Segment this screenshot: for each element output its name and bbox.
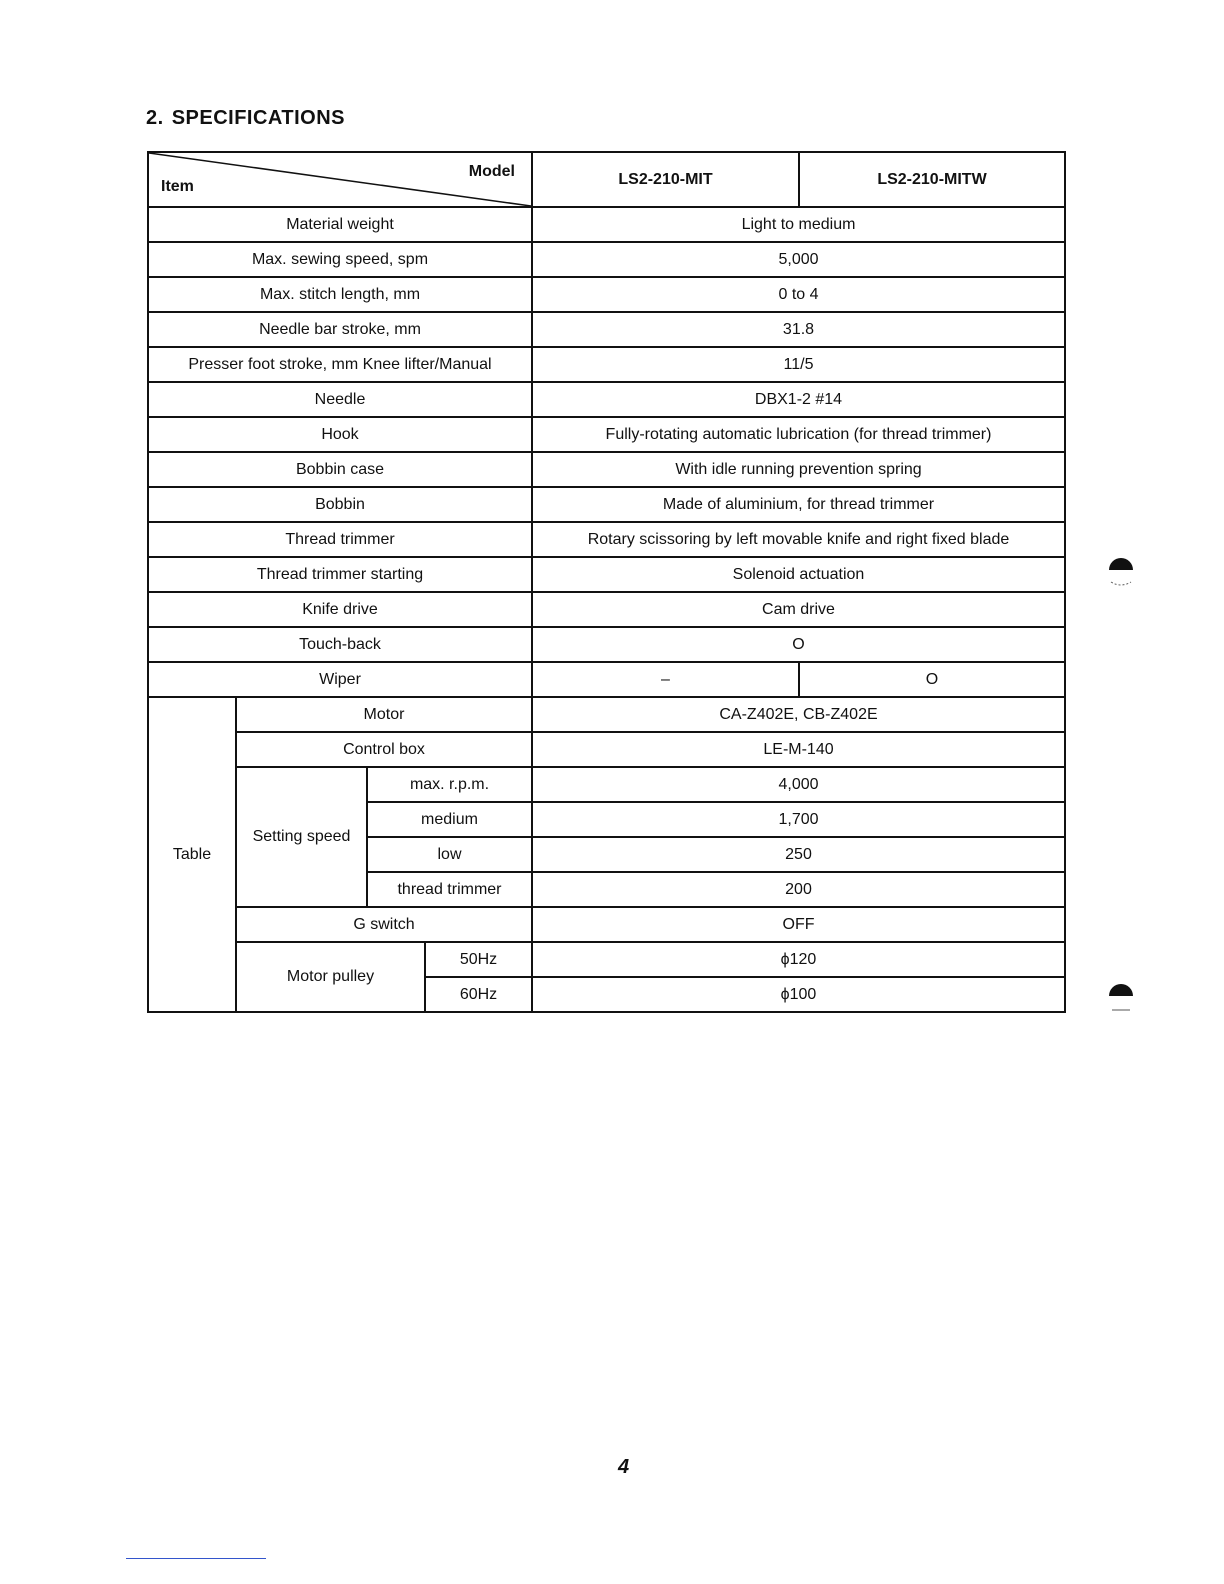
item-cell: Motor <box>236 697 532 732</box>
value-cell: CA-Z402E, CB-Z402E <box>532 697 1065 732</box>
spec-row-material-weight <box>148 207 1065 242</box>
item-cell: Material weight <box>148 207 532 242</box>
spec-row-wiper <box>148 662 1065 697</box>
specifications-table <box>147 151 1066 1013</box>
item-cell: low <box>367 837 532 872</box>
page-number: 4 <box>618 1456 630 1478</box>
item-cell: Control box <box>236 732 532 767</box>
item-cell: Bobbin <box>148 487 532 522</box>
wiper-mit-cell: – <box>532 662 799 697</box>
item-cell: Knife drive <box>148 592 532 627</box>
spec-row-knife-drive <box>148 592 1065 627</box>
model-ls2-210-mit: LS2-210-MIT <box>532 152 799 207</box>
item-label: Item <box>161 178 194 195</box>
value-cell: 1,700 <box>532 802 1065 837</box>
item-cell: Bobbin case <box>148 452 532 487</box>
item-cell: Max. stitch length, mm <box>148 277 532 312</box>
value-cell: 11/5 <box>532 347 1065 382</box>
item-cell: Needle <box>148 382 532 417</box>
item-cell: 50Hz <box>425 942 532 977</box>
item-cell: thread trimmer <box>367 872 532 907</box>
item-cell: Thread trimmer <box>148 522 532 557</box>
value-cell: 4,000 <box>532 767 1065 802</box>
wiper-mitw-cell: O <box>799 662 1065 697</box>
value-cell: O <box>532 627 1065 662</box>
header-row <box>148 152 1065 207</box>
value-cell: DBX1-2 #14 <box>532 382 1065 417</box>
value-cell: Rotary scissoring by left movable knife and right fixed blade <box>532 522 1065 557</box>
item-cell: Hook <box>148 417 532 452</box>
value-cell: ϕ100 <box>532 977 1065 1012</box>
spec-row-thread-trimmer <box>148 522 1065 557</box>
item-cell: Presser foot stroke, mm Knee lifter/Manual <box>148 347 532 382</box>
value-cell: Solenoid actuation <box>532 557 1065 592</box>
model-label: Model <box>468 163 515 180</box>
punch-hole-upper-icon <box>1106 556 1136 586</box>
punch-hole-lower-icon <box>1106 982 1136 1012</box>
value-cell: With idle running prevention spring <box>532 452 1065 487</box>
spec-row-bobbin <box>148 487 1065 522</box>
spec-row-setting-speed-max <box>148 767 1065 802</box>
value-cell: LE-M-140 <box>532 732 1065 767</box>
value-cell: OFF <box>532 907 1065 942</box>
value-cell: Made of aluminium, for thread trimmer <box>532 487 1065 522</box>
section-heading <box>146 107 345 130</box>
spec-row-hook <box>148 417 1065 452</box>
setting-speed-label: Setting speed <box>236 767 367 907</box>
spec-row-motor-pulley-50hz <box>148 942 1065 977</box>
motor-pulley-label: Motor pulley <box>236 942 425 1012</box>
table-group-label: Table <box>148 697 236 1012</box>
spec-row-thread-trimmer-starting <box>148 557 1065 592</box>
item-cell: Wiper <box>148 662 532 697</box>
spec-row-needle-bar-stroke <box>148 312 1065 347</box>
spec-row-max-sewing-speed <box>148 242 1065 277</box>
spec-row-needle <box>148 382 1065 417</box>
value-cell: 200 <box>532 872 1065 907</box>
item-cell: medium <box>367 802 532 837</box>
footer-rule <box>126 1558 266 1559</box>
value-cell: 31.8 <box>532 312 1065 347</box>
spec-row-bobbin-case <box>148 452 1065 487</box>
spec-row-max-stitch-length <box>148 277 1065 312</box>
value-cell: Fully-rotating automatic lubrication (for thread trimmer) <box>532 417 1065 452</box>
item-cell: Max. sewing speed, spm <box>148 242 532 277</box>
model-ls2-210-mitw: LS2-210-MITW <box>799 152 1065 207</box>
item-cell: Touch-back <box>148 627 532 662</box>
item-cell: max. r.p.m. <box>367 767 532 802</box>
spec-row-g-switch <box>148 907 1065 942</box>
item-cell: Thread trimmer starting <box>148 557 532 592</box>
section-number: 2. <box>146 107 164 129</box>
value-cell: Cam drive <box>532 592 1065 627</box>
spec-row-touch-back <box>148 627 1065 662</box>
value-cell: 250 <box>532 837 1065 872</box>
spec-row-control-box <box>148 732 1065 767</box>
item-cell: Needle bar stroke, mm <box>148 312 532 347</box>
spec-row-motor <box>148 697 1065 732</box>
section-title: SPECIFICATIONS <box>171 107 345 129</box>
value-cell: 5,000 <box>532 242 1065 277</box>
spec-row-presser-foot-stroke <box>148 347 1065 382</box>
value-cell: 0 to 4 <box>532 277 1065 312</box>
item-cell: 60Hz <box>425 977 532 1012</box>
item-cell: G switch <box>236 907 532 942</box>
value-cell: Light to medium <box>532 207 1065 242</box>
value-cell: ϕ120 <box>532 942 1065 977</box>
model-item-header-cell <box>148 152 532 207</box>
